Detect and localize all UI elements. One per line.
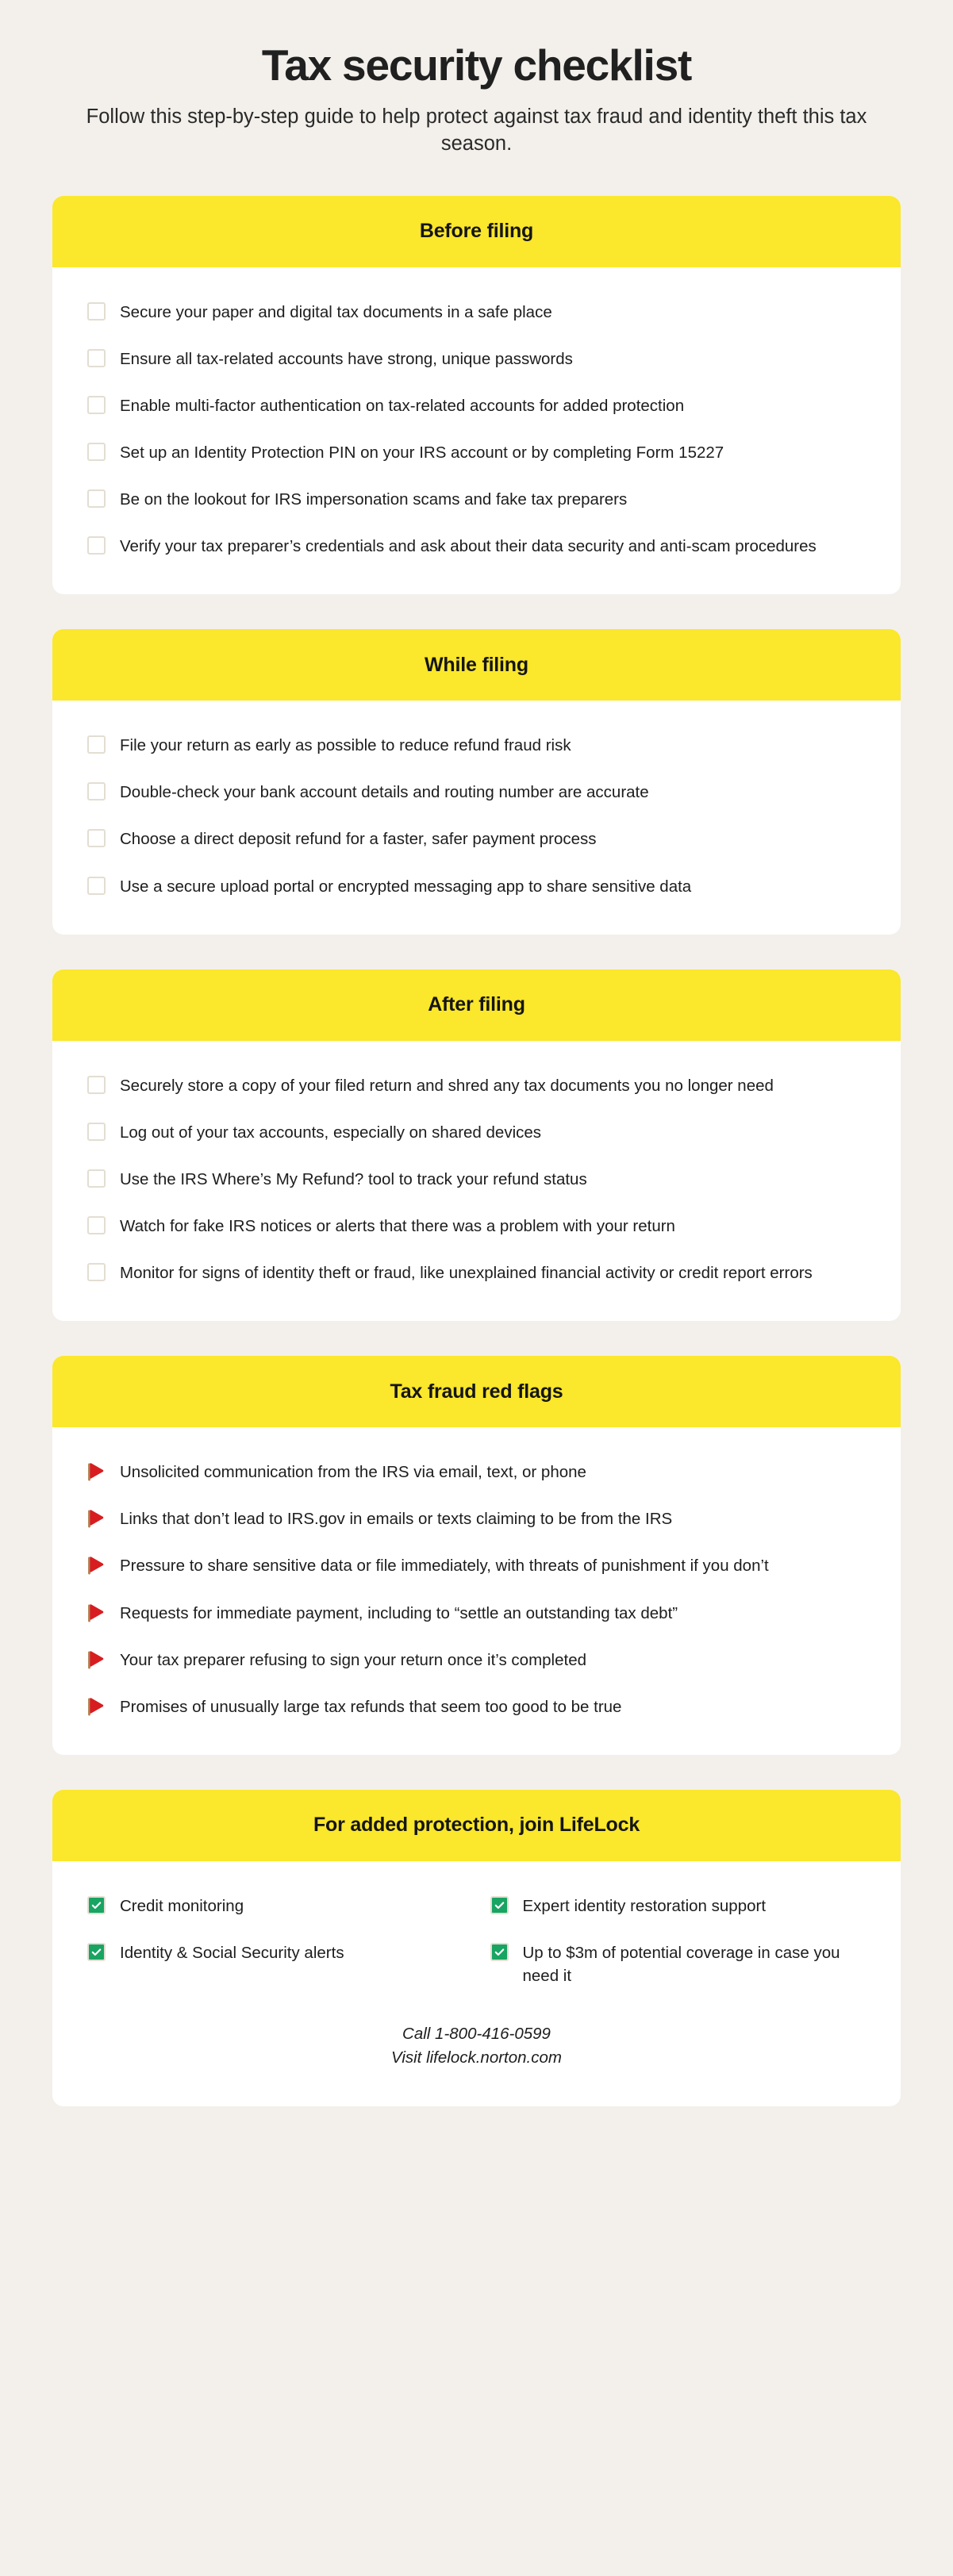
list-item[interactable] [87,1121,866,1144]
list-item-label: Securely store a copy of your filed return and shred any tax documents you no longer need [120,1076,774,1095]
red-flag-icon [87,1509,106,1529]
checklist-sections [0,196,953,2106]
contact-block [87,2022,866,2069]
list-item-label: File your return as early as possible to reduce refund fraud risk [120,736,571,755]
list-item[interactable] [87,301,866,324]
list-item-label: Enable multi-factor authentication on tax-related accounts for added protection [120,396,685,415]
contact-phone[interactable]: Call 1-800-416-0599 [402,2025,551,2044]
list-item[interactable] [87,535,866,558]
list-item-label: Choose a direct deposit refund for a faster, safer payment process [120,830,597,849]
lifelock-benefit-grid [87,1895,866,1987]
checkbox-unchecked-icon[interactable] [87,396,106,414]
list-item-label: Be on the lookout for IRS impersonation scams and fake tax preparers [120,490,628,509]
checkbox-unchecked-icon[interactable] [87,829,106,847]
checkbox-checked-icon[interactable] [490,1896,509,1914]
checkmark-icon [494,1946,505,1958]
checkbox-unchecked-icon[interactable] [87,1123,106,1141]
section-header-lifelock [52,1790,901,1861]
benefit-label: Credit monitoring [120,1896,244,1915]
section-card-lifelock [52,1790,901,2106]
list-item-label: Ensure all tax-related accounts have strong, unique passwords [120,349,573,368]
section-header-red-flags [52,1356,901,1427]
checkbox-unchecked-icon[interactable] [87,536,106,555]
list-item[interactable] [87,1941,463,1987]
section-title: Tax fraud red flags [390,1380,563,1403]
checklist-before-filing [87,301,866,559]
list-item[interactable] [87,1261,866,1284]
list-item[interactable] [87,1215,866,1238]
section-body-after-filing [52,1041,901,1322]
list-item[interactable] [87,347,866,370]
list-item[interactable] [87,1507,866,1530]
list-item[interactable] [87,1074,866,1097]
list-item[interactable] [87,1168,866,1191]
checkmark-icon [90,1946,102,1958]
benefit-label: Identity & Social Security alerts [120,1944,344,1962]
list-item[interactable] [87,1461,866,1484]
list-item[interactable] [87,1554,866,1577]
page-title: Tax security checklist [261,40,692,90]
red-flag-icon [87,1603,106,1623]
checkbox-unchecked-icon[interactable] [87,735,106,754]
list-item[interactable] [87,394,866,417]
page-header [0,0,953,158]
list-item[interactable] [490,1941,867,1987]
checkbox-checked-icon[interactable] [87,1943,106,1961]
list-item[interactable] [87,1649,866,1672]
red-flag-icon [87,1650,106,1670]
list-item[interactable] [490,1895,867,1918]
section-title: For added protection, join LifeLock [313,1814,640,1837]
section-body-while-filing [52,701,901,934]
checklist-after-filing [87,1074,866,1285]
list-item-label: Use a secure upload portal or encrypted messaging app to share sensitive data [120,877,692,896]
section-body-red-flags [52,1427,901,1755]
checkbox-unchecked-icon[interactable] [87,349,106,367]
checkmark-icon [494,1899,505,1911]
list-item-label: Promises of unusually large tax refunds that seem too good to be true [120,1697,622,1716]
checkbox-unchecked-icon[interactable] [87,1076,106,1094]
red-flag-icon [87,1462,106,1482]
checkbox-checked-icon[interactable] [490,1943,509,1961]
list-item[interactable] [87,827,866,850]
checklist-while-filing [87,734,866,897]
section-header-before-filing [52,196,901,267]
section-card-after-filing [52,969,901,1322]
checkbox-unchecked-icon[interactable] [87,1169,106,1188]
benefit-label: Up to $3m of potential coverage in case you need it [522,1944,840,1986]
checkbox-unchecked-icon[interactable] [87,489,106,508]
list-item[interactable] [87,1695,866,1718]
section-body-before-filing [52,267,901,595]
section-title: While filing [425,653,528,676]
list-item[interactable] [87,1895,463,1918]
list-item[interactable] [87,781,866,804]
section-body-lifelock [52,1861,901,2106]
list-item-label: Log out of your tax accounts, especially on shared devices [120,1123,542,1142]
list-item-label: Your tax preparer refusing to sign your return once it’s completed [120,1650,586,1669]
checkbox-unchecked-icon[interactable] [87,782,106,800]
section-card-while-filing [52,629,901,934]
checkmark-icon [90,1899,102,1911]
list-item-label: Use the IRS Where’s My Refund? tool to track your refund status [120,1169,587,1188]
list-item[interactable] [87,441,866,464]
contact-website[interactable]: Visit lifelock.norton.com [391,2048,562,2067]
section-header-while-filing [52,629,901,701]
checkbox-unchecked-icon[interactable] [87,1263,106,1281]
section-card-red-flags [52,1356,901,1755]
list-item[interactable] [87,488,866,511]
list-item[interactable] [87,1602,866,1625]
list-item[interactable] [87,875,866,898]
red-flag-icon [87,1697,106,1717]
list-item[interactable] [87,734,866,757]
list-item-label: Links that don’t lead to IRS.gov in emails or texts claiming to be from the IRS [120,1510,673,1529]
section-header-after-filing [52,969,901,1041]
section-title: Before filing [419,220,534,243]
section-card-before-filing [52,196,901,595]
page-subtitle: Follow this step-by-step guide to help protect against tax fraud and identity theft this tax season. [86,105,867,155]
checkbox-unchecked-icon[interactable] [87,1216,106,1234]
red-flag-icon [87,1556,106,1576]
list-item-label: Verify your tax preparer’s credentials and ask about their data security and anti-scam procedures [120,537,817,556]
checklist-red-flags [87,1461,866,1718]
list-item-label: Pressure to share sensitive data or file immediately, with threats of punishment if you don’t [120,1557,769,1576]
section-title: After filing [428,993,525,1016]
benefit-label: Expert identity restoration support [522,1896,767,1915]
checkbox-unchecked-icon[interactable] [87,877,106,895]
checkbox-checked-icon[interactable] [87,1896,106,1914]
list-item-label: Double-check your bank account details and routing number are accurate [120,783,649,802]
list-item-label: Requests for immediate payment, including to “settle an outstanding tax debt” [120,1603,678,1622]
list-item-label: Unsolicited communication from the IRS via email, text, or phone [120,1463,586,1482]
list-item-label: Watch for fake IRS notices or alerts that there was a problem with your return [120,1217,675,1236]
list-item-label: Secure your paper and digital tax documents in a safe place [120,302,552,321]
checkbox-unchecked-icon[interactable] [87,302,106,321]
list-item-label: Monitor for signs of identity theft or fraud, like unexplained financial activity or credit report errors [120,1264,813,1283]
list-item-label: Set up an Identity Protection PIN on your IRS account or by completing Form 15227 [120,443,724,462]
checkbox-unchecked-icon[interactable] [87,443,106,461]
